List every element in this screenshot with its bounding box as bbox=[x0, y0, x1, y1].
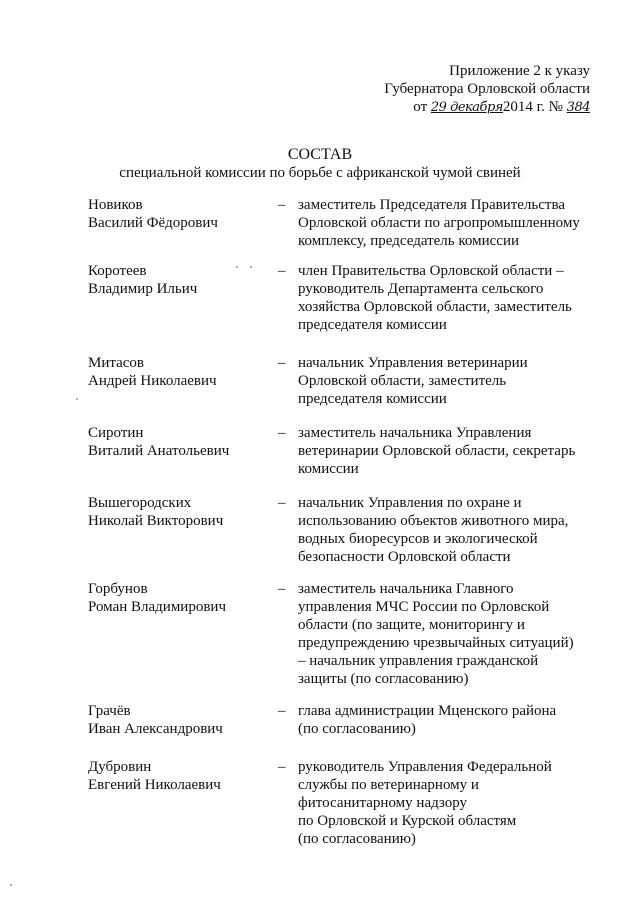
member-role-line: заместитель начальника Управления bbox=[298, 425, 532, 441]
member-dash: – bbox=[278, 759, 286, 775]
appendix-line-1: Приложение 2 к указу bbox=[449, 63, 590, 79]
appendix-line-2: Губернатора Орловской области bbox=[384, 81, 590, 97]
member-role-line: защиты (по согласованию) bbox=[298, 671, 469, 687]
member-role bbox=[298, 758, 590, 848]
scan-speck bbox=[76, 398, 78, 400]
member-name bbox=[88, 580, 268, 616]
member-role-line: предупреждению чрезвычайных ситуаций) bbox=[298, 635, 574, 651]
member-role-line: начальник Управления ветеринарии bbox=[298, 355, 528, 371]
member-name bbox=[88, 494, 268, 530]
member-dash: – bbox=[278, 197, 286, 213]
member-role-line: председателя комиссии bbox=[298, 317, 447, 333]
member-role bbox=[298, 196, 590, 250]
member-given-names: Владимир Ильич bbox=[88, 281, 198, 297]
member-given-names: Иван Александрович bbox=[88, 721, 223, 737]
member-given-names: Виталий Анатольевич bbox=[88, 443, 230, 459]
member-dash: – bbox=[278, 495, 286, 511]
member-role bbox=[298, 354, 590, 408]
member-dash: – bbox=[278, 263, 286, 279]
date-year: 2014 г. № bbox=[502, 99, 563, 115]
member-dash: – bbox=[278, 703, 286, 719]
member-role bbox=[298, 424, 590, 478]
appendix-date-line bbox=[360, 98, 590, 117]
document-title: СОСТАВ bbox=[287, 146, 353, 163]
member-surname: Сиротин bbox=[88, 425, 144, 441]
member-role-line: Орловской области, заместитель bbox=[298, 373, 507, 389]
handwritten-number: 384 bbox=[566, 100, 590, 115]
member-name bbox=[88, 758, 268, 794]
member-surname: Коротеев bbox=[88, 263, 147, 279]
member-given-names: Василий Фёдорович bbox=[88, 215, 218, 231]
member-given-names: Андрей Николаевич bbox=[88, 373, 217, 389]
member-role-line: хозяйства Орловской области, заместитель bbox=[298, 299, 572, 315]
member-role-line: начальник Управления по охране и bbox=[298, 495, 522, 511]
member-surname: Дубровин bbox=[88, 759, 152, 775]
member-role-line: глава администрации Мценского района bbox=[298, 703, 557, 719]
member-role bbox=[298, 494, 590, 566]
member-role-line: комплексу, председатель комиссии bbox=[298, 233, 520, 249]
member-role-line: (по согласованию) bbox=[298, 831, 416, 847]
member-role-line: заместитель начальника Главного bbox=[298, 581, 514, 597]
appendix-header bbox=[360, 62, 590, 117]
scan-speck bbox=[236, 266, 238, 268]
member-role bbox=[298, 702, 590, 738]
member-role-line: член Правительства Орловской области – bbox=[298, 263, 564, 279]
document-heading bbox=[0, 146, 640, 182]
member-given-names: Роман Владимирович bbox=[88, 599, 226, 615]
member-role-line: использованию объектов животного мира, bbox=[298, 513, 569, 529]
member-role-line: по Орловской и Курской областям bbox=[298, 813, 517, 829]
document-subtitle: специальной комиссии по борьбе с африканской чумой свиней bbox=[119, 165, 521, 181]
member-surname: Грачёв bbox=[88, 703, 131, 719]
member-role-line: заместитель Председателя Правительства bbox=[298, 197, 566, 213]
member-role-line: – начальник управления гражданской bbox=[298, 653, 539, 669]
member-role bbox=[298, 580, 590, 688]
member-given-names: Евгений Николаевич bbox=[88, 777, 221, 793]
member-name bbox=[88, 702, 268, 738]
member-role-line: управления МЧС России по Орловской bbox=[298, 599, 550, 615]
scan-speck bbox=[10, 884, 12, 886]
member-role-line: руководитель Управления Федеральной bbox=[298, 759, 552, 775]
member-given-names: Николай Викторович bbox=[88, 513, 224, 529]
member-name bbox=[88, 424, 268, 460]
member-name bbox=[88, 196, 268, 232]
member-dash: – bbox=[278, 425, 286, 441]
member-role-line: председателя комиссии bbox=[298, 391, 447, 407]
member-surname: Вышегородских bbox=[88, 495, 192, 511]
member-role-line: Орловской области по агропромышленному bbox=[298, 215, 580, 231]
member-role-line: (по согласованию) bbox=[298, 721, 416, 737]
member-role-line: фитосанитарному надзору bbox=[298, 795, 468, 811]
member-surname: Новиков bbox=[88, 197, 143, 213]
member-role bbox=[298, 262, 590, 334]
member-role-line: руководитель Департамента сельского bbox=[298, 281, 544, 297]
member-name bbox=[88, 354, 268, 390]
member-dash: – bbox=[278, 355, 286, 371]
member-dash: – bbox=[278, 581, 286, 597]
member-role-line: безопасности Орловской области bbox=[298, 549, 511, 565]
member-role-line: комиссии bbox=[298, 461, 359, 477]
member-role-line: водных биоресурсов и экологической bbox=[298, 531, 538, 547]
member-surname: Митасов bbox=[88, 355, 145, 371]
member-role-line: службы по ветеринарному и bbox=[298, 777, 479, 793]
member-role-line: области (по защите, мониторингу и bbox=[298, 617, 525, 633]
handwritten-date: 29 декабря bbox=[430, 100, 503, 115]
member-surname: Горбунов bbox=[88, 581, 148, 597]
member-role-line: ветеринарии Орловской области, секретарь bbox=[298, 443, 576, 459]
member-name bbox=[88, 262, 268, 298]
scan-speck bbox=[250, 266, 252, 268]
date-prefix: от bbox=[413, 99, 428, 115]
